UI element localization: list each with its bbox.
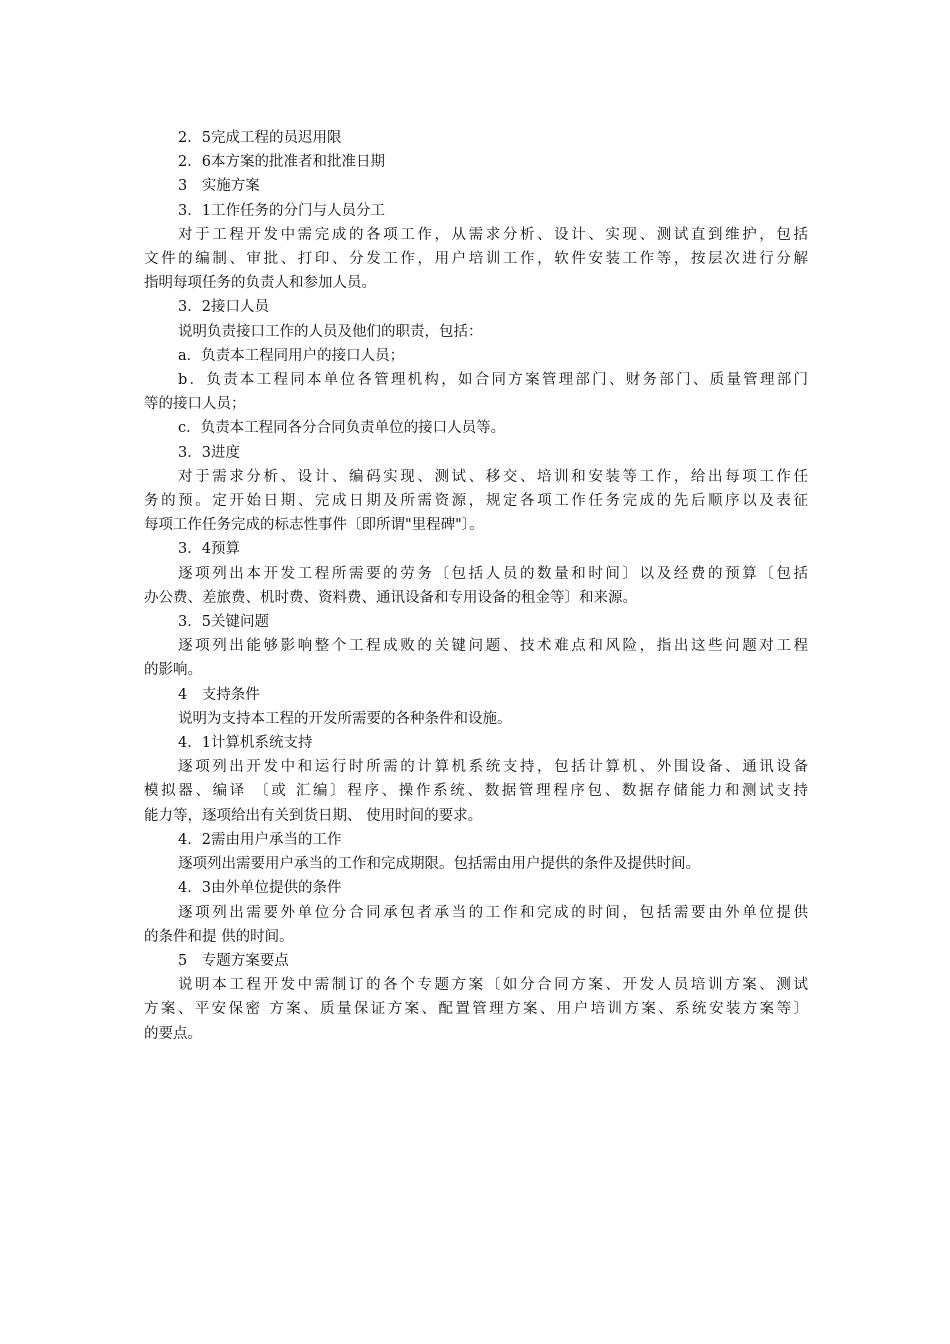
text-line: 等的接口人员； <box>144 396 246 413</box>
text-line: 务的预。定开始日期、完成日期及所需资源，规定各项工作任务完成的先后顺序以及表征 <box>144 493 808 510</box>
text-line: b．负责本工程同本单位各管理机构，如合同方案管理部门、财务部门、质量管理部门 <box>178 372 808 389</box>
text-line: 对于工程开发中需完成的各项工作，从需求分析、设计、实现、测试直到维护，包括 <box>178 226 808 243</box>
text-line: 的要点。 <box>144 1025 202 1042</box>
text-line: 指明每项任务的负责人和参加人员。 <box>144 275 376 292</box>
text-line: 方案、平安保密 方案、质量保证方案、配置管理方案、用户培训方案、系统安装方案等〕 <box>144 1001 808 1018</box>
text-line: 模拟器、编译 〔或 汇编〕程序、操作系统、数据管理程序包、数据存储能力和测试支持 <box>144 783 808 800</box>
text-line: 文件的编制、审批、打印、分发工作，用户培训工作，软件安装工作等，按层次进行分解 <box>144 251 808 268</box>
text-line: 3．5关键问题 <box>178 614 269 631</box>
text-line: 4．1计算机系统支持 <box>178 735 313 752</box>
text-line: 4 支持条件 <box>178 686 260 703</box>
text-line: 3．4预算 <box>178 541 240 558</box>
text-line: 3．1工作任务的分门与人员分工 <box>178 202 385 219</box>
document-body <box>144 126 808 1046</box>
text-line: 办公费、差旅费、机时费、资料费、通讯设备和专用设备的租金等〕和来源。 <box>144 589 637 606</box>
text-line: 逐项列出需要用户承当的工作和完成期限。包括需由用户提供的条件及提供时间。 <box>178 856 700 873</box>
text-line: 3 实施方案 <box>178 178 260 195</box>
text-line: 逐项列出本开发工程所需要的劳务〔包括人员的数量和时间〕以及经费的预算〔包括 <box>178 565 808 582</box>
text-line: 的影响。 <box>144 662 202 679</box>
text-line: 2．5完成工程的员迟用限 <box>178 130 342 146</box>
text-line: 逐项列出开发中和运行时所需的计算机系统支持，包括计算机、外围设备、通讯设备 <box>178 759 808 776</box>
text-line: 逐项列出需要外单位分合同承包者承当的工作和完成的时间，包括需要由外单位提供 <box>178 904 808 921</box>
text-line: 对于需求分析、设计、编码实现、测试、移交、培训和安装等工作，给出每项工作任 <box>178 468 808 485</box>
text-line: 的条件和提 供的时间。 <box>144 928 294 945</box>
text-line: a．负责本工程同用户的接口人员； <box>178 347 405 364</box>
text-line: 2．6本方案的批准者和批准日期 <box>178 154 385 171</box>
text-line: 4．2需由用户承当的工作 <box>178 831 342 848</box>
text-line: 说明为支持本工程的开发所需要的各种条件和设施。 <box>178 710 512 727</box>
text-line: 逐项列出能够影响整个工程成败的关键问题、技术难点和风险，指出这些问题对工程 <box>178 638 808 655</box>
text-line: 能力等，逐项给出有关到货日期、 使用时间的要求。 <box>144 807 483 824</box>
text-line: 3．2接口人员 <box>178 299 269 316</box>
text-line: c．负责本工程同各分合同负责单位的接口人员等。 <box>178 420 506 437</box>
text-line: 4．3由外单位提供的条件 <box>178 880 342 897</box>
text-line: 3．3进度 <box>178 444 240 461</box>
text-line: 每项工作任务完成的标志性事件〔即所谓"里程碑"〕。 <box>144 517 484 534</box>
text-line: 说明负责接口工作的人员及他们的职责，包括： <box>178 323 483 340</box>
text-line: 说明本工程开发中需制订的各个专题方案〔如分合同方案、开发人员培训方案、测试 <box>178 977 808 994</box>
text-line: 5 专题方案要点 <box>178 952 289 969</box>
